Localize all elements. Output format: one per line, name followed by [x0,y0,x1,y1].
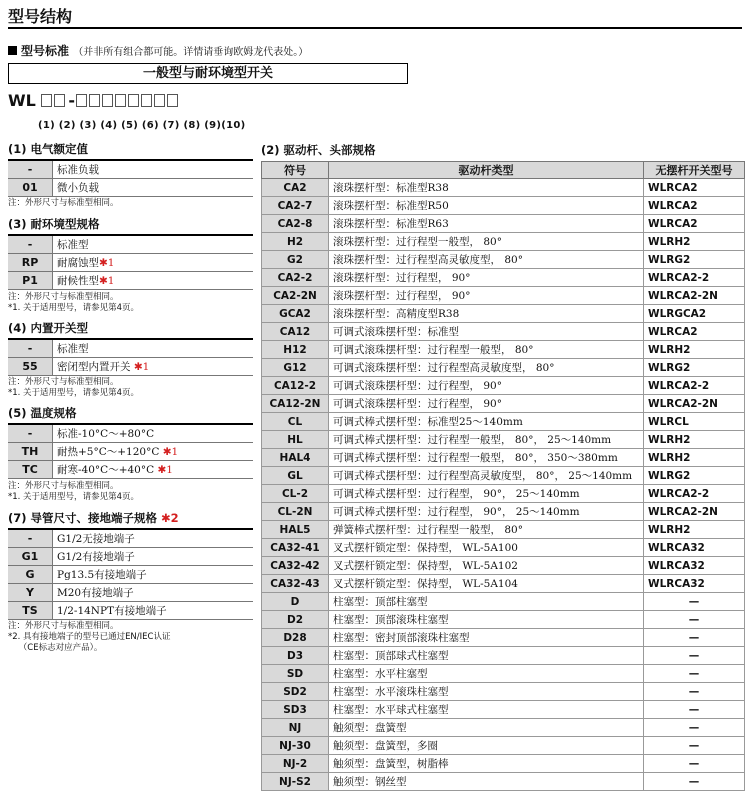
symbol-cell: CA12-2 [262,377,329,395]
switch-model-cell: WLRH2 [644,449,745,467]
code-prefix: WL [8,91,36,110]
actuator-type-cell: 滚珠摆杆型：过行程型， 90° [329,269,644,287]
switch-model-cell: WLRG2 [644,359,745,377]
table-header-row [262,162,745,179]
section-1-note: 注：外形尺寸与标准型相同。 [8,198,119,208]
section-3-note: 注：外形尺寸与标准型相同。 [8,292,119,302]
section-1-table [8,159,253,197]
table-row [8,584,253,602]
switch-model-cell: WLRCA32 [644,557,745,575]
switch-model-cell: WLRG2 [644,467,745,485]
table-row [262,629,745,647]
switch-model-cell: WLRCA2 [644,179,745,197]
asterisk-mark: ✱1 [99,257,115,269]
desc-cell [53,443,254,461]
code-cell: G1 [8,548,53,566]
switch-model-cell: WLRG2 [644,251,745,269]
table-row [262,701,745,719]
switch-model-cell: WLRCL [644,413,745,431]
table-row [262,305,745,323]
section-5-table [8,423,253,479]
symbol-cell: HL [262,431,329,449]
desc-cell [53,424,254,443]
section-3-table [8,234,253,290]
section-7-title [8,510,179,526]
subhead-label: 型号标准 [21,44,70,58]
symbol-cell: GL [262,467,329,485]
actuator-type-cell: 可调式棒式摆杆型：过行程型， 90°， 25～140mm [329,503,644,521]
asterisk-mark: ✱2 [161,511,179,525]
table-row [262,233,745,251]
code-numbers: (1) (2) (3) (4) (5) (6) (7) (8) (9)(10) [38,120,246,131]
desc-text: 标准型 [57,343,89,355]
table-row [262,449,745,467]
table-row [262,575,745,593]
code-cell: - [8,529,53,548]
actuator-type-cell: 可调式滚珠摆杆型：过行程型一般型， 80° [329,341,644,359]
desc-cell: G1/2无接地端子 [53,529,254,548]
code-cell: RP [8,254,53,272]
table-row [8,566,253,584]
section-1-title: (1) 电气额定值 [8,142,89,156]
switch-model-cell: — [644,737,745,755]
table-row [8,272,253,290]
actuator-type-cell: 柱塞型：顶部柱塞型 [329,593,644,611]
table-row [262,521,745,539]
symbol-cell: HAL5 [262,521,329,539]
table-row [262,503,745,521]
symbol-cell: CA2-8 [262,215,329,233]
code-cell: TC [8,461,53,479]
code-cell: - [8,235,53,254]
table-row [262,467,745,485]
desc-cell [53,254,254,272]
page-title: 型号结构 [8,7,73,26]
section-5-note: *1. 关于适用型号，请参见第4页。 [8,492,139,502]
table-row [8,160,253,179]
table-row [262,557,745,575]
table-row [262,539,745,557]
section-3-title: (3) 耐环境型规格 [8,217,100,231]
code-box [76,94,87,107]
table-row [262,341,745,359]
switch-model-cell: WLRCA2-2N [644,287,745,305]
code-box [54,94,65,107]
symbol-cell: GCA2 [262,305,329,323]
desc-text: 标准型 [57,239,89,251]
actuator-type-cell: 柱塞型：密封顶部滚珠柱塞型 [329,629,644,647]
symbol-cell: CA2-2 [262,269,329,287]
symbol-cell: NJ-S2 [262,773,329,791]
symbol-cell: CL [262,413,329,431]
symbol-cell: CL-2N [262,503,329,521]
switch-model-cell: WLRCA32 [644,575,745,593]
title-rule [8,27,742,29]
table-row [262,377,745,395]
desc-text: 耐热+5°C～+120°C [57,446,163,458]
symbol-cell: SD2 [262,683,329,701]
table-row [262,773,745,791]
table-row [8,358,253,376]
symbol-cell: CA32-41 [262,539,329,557]
banner: 一般型与耐环境型开关 [8,63,408,84]
code-cell: 01 [8,179,53,197]
actuator-type-cell: 触须型：盘簧型 [329,719,644,737]
subhead [8,42,308,59]
section-7-table [8,528,253,620]
actuator-type-cell: 可调式棒式摆杆型：标准型25～140mm [329,413,644,431]
table-row [262,665,745,683]
desc-cell: 标准负载 [53,160,254,179]
switch-model-cell: — [644,701,745,719]
actuator-type-cell: 弹簧棒式摆杆型：过行程型一般型， 80° [329,521,644,539]
table-row [262,719,745,737]
actuator-table [261,161,745,791]
switch-model-cell: WLRGCA2 [644,305,745,323]
switch-model-cell: WLRH2 [644,233,745,251]
model-code [8,91,180,110]
table-row [262,611,745,629]
subhead-note: （并非所有组合都可能。详情请垂询欧姆龙代表处。） [73,47,309,58]
actuator-type-cell: 可调式棒式摆杆型：过行程型一般型， 80°， 350～380mm [329,449,644,467]
symbol-cell: CA12-2N [262,395,329,413]
table-row [262,251,745,269]
actuator-type-cell: 柱塞型：水平球式柱塞型 [329,701,644,719]
actuator-type-cell: 可调式滚珠摆杆型：过行程型， 90° [329,377,644,395]
table-row [8,235,253,254]
desc-text: 耐腐蚀型 [57,257,99,269]
switch-model-cell: WLRCA2 [644,323,745,341]
symbol-cell: H12 [262,341,329,359]
symbol-cell: G2 [262,251,329,269]
desc-cell: 微小负载 [53,179,254,197]
symbol-cell: D28 [262,629,329,647]
desc-text: 标准-10°C～+80°C [57,428,155,440]
actuator-type-cell: 触须型：盘簧型，多圈 [329,737,644,755]
header-switch-model: 无摆杆开关型号 [644,162,745,179]
table-row [262,647,745,665]
actuator-type-cell: 柱塞型：水平柱塞型 [329,665,644,683]
table-row [262,269,745,287]
symbol-cell: CA2 [262,179,329,197]
switch-model-cell: WLRCA32 [644,539,745,557]
code-box [128,94,139,107]
desc-text: 耐寒-40°C～+40°C [57,464,158,476]
symbol-cell: SD [262,665,329,683]
switch-model-cell: — [644,611,745,629]
symbol-cell: NJ-30 [262,737,329,755]
code-cell: P1 [8,272,53,290]
table-row [262,323,745,341]
symbol-cell: D3 [262,647,329,665]
actuator-type-cell: 滚珠摆杆型：过行程型， 90° [329,287,644,305]
symbol-cell: NJ [262,719,329,737]
desc-cell [53,358,254,376]
actuator-type-cell: 可调式棒式摆杆型：过行程型， 90°， 25～140mm [329,485,644,503]
symbol-cell: NJ-2 [262,755,329,773]
code-cell: Y [8,584,53,602]
desc-cell [53,235,254,254]
actuator-type-cell: 叉式摆杆锁定型：保持型， WL-5A100 [329,539,644,557]
code-box [115,94,126,107]
code-cell: G [8,566,53,584]
symbol-cell: CA12 [262,323,329,341]
actuator-type-cell: 滚珠摆杆型：过行程型高灵敏度型， 80° [329,251,644,269]
table-row [8,179,253,197]
table-row [8,548,253,566]
actuator-type-cell: 柱塞型：顶部球式柱塞型 [329,647,644,665]
asterisk-mark: ✱1 [157,464,173,476]
symbol-cell: CA2-2N [262,287,329,305]
symbol-cell: H2 [262,233,329,251]
symbol-cell: CL-2 [262,485,329,503]
table-row [262,359,745,377]
table-row [262,431,745,449]
actuator-type-cell: 叉式摆杆锁定型：保持型， WL-5A102 [329,557,644,575]
section-7-note: *2. 具有接地端子的型号已通过EN/IEC认证 [8,632,171,642]
table-row [262,593,745,611]
table-row [8,461,253,479]
desc-cell [53,339,254,358]
actuator-type-cell: 滚珠摆杆型：标准型R38 [329,179,644,197]
asterisk-mark: ✱1 [133,361,150,373]
section-4-title: (4) 内置开关型 [8,321,89,335]
header-actuator-type: 驱动杆类型 [329,162,644,179]
table-row [8,529,253,548]
table-row [262,413,745,431]
actuator-type-cell: 触须型：钢丝型 [329,773,644,791]
table-row [8,254,253,272]
symbol-cell: SD3 [262,701,329,719]
asterisk-mark: ✱1 [162,446,179,458]
table-row [262,215,745,233]
code-cell: - [8,424,53,443]
symbol-cell: CA2-7 [262,197,329,215]
actuator-type-cell: 可调式滚珠摆杆型：过行程型， 90° [329,395,644,413]
switch-model-cell: — [644,629,745,647]
switch-model-cell: — [644,647,745,665]
actuator-type-cell: 滚珠摆杆型：高精度型R38 [329,305,644,323]
symbol-cell: CA32-42 [262,557,329,575]
switch-model-cell: WLRCA2-2N [644,395,745,413]
table-row [262,395,745,413]
table-row [8,602,253,620]
switch-model-cell: WLRH2 [644,521,745,539]
switch-model-cell: WLRCA2-2N [644,503,745,521]
code-box [41,94,52,107]
section-4-table [8,338,253,376]
actuator-type-cell: 滚珠摆杆型：标准型R50 [329,197,644,215]
desc-cell: Pg13.5有接地端子 [53,566,254,584]
section-4-note: 注：外形尺寸与标准型相同。 [8,377,119,387]
code-box [154,94,165,107]
symbol-cell: HAL4 [262,449,329,467]
code-box [167,94,178,107]
code-box [141,94,152,107]
actuator-type-cell: 触须型：盘簧型，树脂棒 [329,755,644,773]
switch-model-cell: WLRCA2-2 [644,485,745,503]
desc-cell: G1/2有接地端子 [53,548,254,566]
code-cell: - [8,339,53,358]
section-7-note: （CE标志对应产品）。 [8,643,103,653]
table-row [262,197,745,215]
table-row [262,683,745,701]
switch-model-cell: — [644,683,745,701]
switch-model-cell: WLRH2 [644,341,745,359]
desc-text: 耐候性型 [57,275,99,287]
actuator-type-cell: 可调式棒式摆杆型：过行程型一般型， 80°， 25～140mm [329,431,644,449]
table-row [8,443,253,461]
switch-model-cell: WLRCA2 [644,215,745,233]
table-row [262,755,745,773]
table-row [262,287,745,305]
desc-cell: M20有接地端子 [53,584,254,602]
section-2-title: (2) 驱动杆、头部规格 [261,143,376,157]
switch-model-cell: — [644,755,745,773]
square-bullet-icon [8,46,17,55]
actuator-type-cell: 可调式滚珠摆杆型：标准型 [329,323,644,341]
section-4-note: *1. 关于适用型号，请参见第4页。 [8,388,139,398]
section-5-note: 注：外形尺寸与标准型相同。 [8,481,119,491]
table-row [262,737,745,755]
switch-model-cell: — [644,719,745,737]
code-box [89,94,100,107]
switch-model-cell: — [644,773,745,791]
section-5-title: (5) 温度规格 [8,406,77,420]
code-cell: 55 [8,358,53,376]
code-cell: - [8,160,53,179]
section-7-note: 注：外形尺寸与标准型相同。 [8,621,119,631]
section-7-title-text: (7) 导管尺寸、接地端子规格 [8,511,162,525]
desc-text: 密闭型内置开关 [57,361,134,373]
actuator-type-cell: 柱塞型：水平滚珠柱塞型 [329,683,644,701]
symbol-cell: G12 [262,359,329,377]
table-row [8,339,253,358]
symbol-cell: CA32-43 [262,575,329,593]
section-3-note: *1. 关于适用型号，请参见第4页。 [8,303,139,313]
switch-model-cell: — [644,665,745,683]
switch-model-cell: WLRH2 [644,431,745,449]
header-symbol: 符号 [262,162,329,179]
switch-model-cell: WLRCA2-2 [644,377,745,395]
symbol-cell: D2 [262,611,329,629]
code-dash: - [68,91,76,110]
table-row [262,179,745,197]
desc-cell: 1/2-14NPT有接地端子 [53,602,254,620]
code-box [102,94,113,107]
desc-cell [53,461,254,479]
code-cell: TH [8,443,53,461]
switch-model-cell: — [644,593,745,611]
actuator-type-cell: 可调式棒式摆杆型：过行程型高灵敏度型， 80°， 25～140mm [329,467,644,485]
desc-cell [53,272,254,290]
code-cell: TS [8,602,53,620]
switch-model-cell: WLRCA2-2 [644,269,745,287]
asterisk-mark: ✱1 [99,275,115,287]
table-row [262,485,745,503]
table-row [8,424,253,443]
actuator-type-cell: 可调式滚珠摆杆型：过行程型高灵敏度型， 80° [329,359,644,377]
actuator-type-cell: 叉式摆杆锁定型：保持型， WL-5A104 [329,575,644,593]
actuator-type-cell: 滚珠摆杆型：过行程型一般型， 80° [329,233,644,251]
switch-model-cell: WLRCA2 [644,197,745,215]
actuator-type-cell: 滚珠摆杆型：标准型R63 [329,215,644,233]
symbol-cell: D [262,593,329,611]
actuator-type-cell: 柱塞型：顶部滚珠柱塞型 [329,611,644,629]
